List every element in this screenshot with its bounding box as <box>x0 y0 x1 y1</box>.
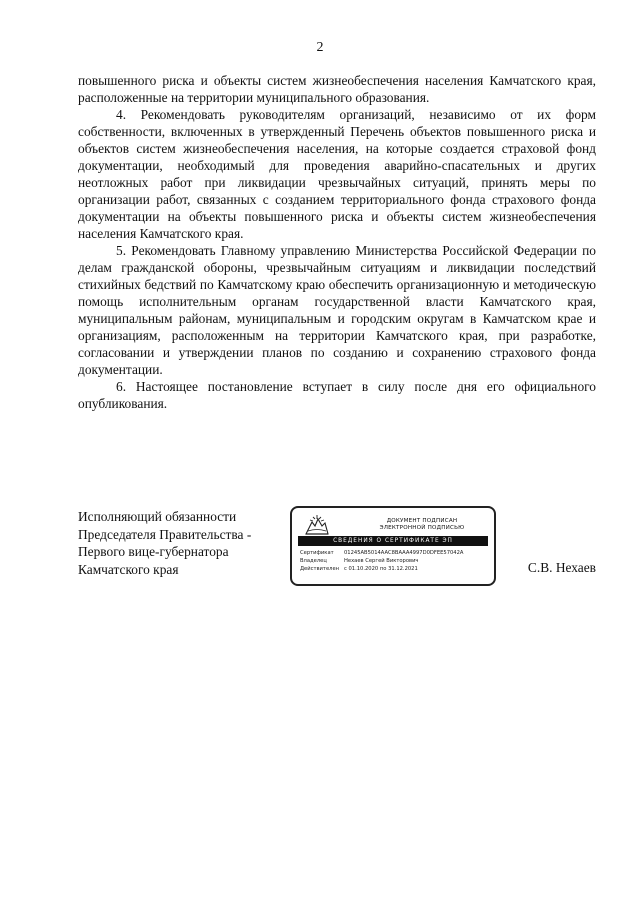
stamp-row-certificate <box>300 549 490 557</box>
signer-position-line: Первого вице-губернатора <box>78 544 229 559</box>
stamp-certificate-banner: СВЕДЕНИЯ О СЕРТИФИКАТЕ ЭП <box>298 536 488 546</box>
paragraph-continuation: повышенного риска и объекты систем жизнеобеспечения населения Камчатского края, расположенные на территории муниципального образования. <box>78 73 596 105</box>
stamp-certificate-details <box>300 549 490 573</box>
page-number: 2 <box>316 40 324 55</box>
stamp-title <box>352 518 492 532</box>
stamp-row-owner <box>300 557 490 565</box>
stamp-row-validity <box>300 565 490 573</box>
signer-position <box>78 508 288 578</box>
document-body <box>78 72 596 412</box>
stamp-row-value: с 01.10.2020 по 31.12.2021 <box>344 566 418 572</box>
stamp-row-label: Действителен <box>300 566 340 572</box>
stamp-title-line: ДОКУМЕНТ ПОДПИСАН <box>386 518 458 524</box>
paragraph-item-5: 5. Рекомендовать Главному управлению Министерства Российской Федерации по делам гражданской обороны, чрезвычайным ситуациям и ликвидации последствий стихийных бедствий по Камчатскому краю обеспечить организационную и методическую помощь исполнительным органам государственной власти Камчатского края, муниципальным районам, муниципальным и городским округам в Камчатском крае и организациям, расположенным на территории Камчатского края, при разработке, согласовании и утверждении планов по созданию и сохранению страхового фонда документации. <box>78 243 596 377</box>
paragraph-item-6: 6. Настоящее постановление вступает в силу после дня его официального опубликования. <box>78 379 596 411</box>
stamp-title-line: ЭЛЕКТРОННОЙ ПОДПИСЬЮ <box>379 525 465 531</box>
signer-name: С.В. Нехаев <box>527 560 596 575</box>
paragraph-item-4: 4. Рекомендовать руководителям организаций, независимо от их форм собственности, включенных в утвержденный Перечень объектов повышенного риска и объектов систем жизнеобеспечения населения, на которые создается страховой фонд документации, необходимый для проведения аварийно-спасательных и других неотложных работ при ликвидации чрезвычайных ситуаций, принять меры по организации работ, связанных с созданием территориального фонда страхового фонда документации на объекты повышенного риска и объекты систем жизнеобеспечения населения Камчатского края. <box>78 107 596 241</box>
stamp-row-value: 01245AB5014AAC8BAAA4997D0DFEE57042A <box>344 550 464 556</box>
signer-position-line: Исполняющий обязанности <box>78 509 237 524</box>
signer-position-line: Камчатского края <box>78 561 179 577</box>
stamp-row-value: Нехаев Сергей Викторович <box>344 558 419 564</box>
stamp-row-label: Сертификат <box>300 550 334 556</box>
kamchatka-emblem-icon <box>304 514 330 536</box>
signer-position-line: Председателя Правительства - <box>78 526 252 542</box>
electronic-signature-stamp <box>290 506 496 586</box>
stamp-row-label: Владелец <box>300 558 327 564</box>
